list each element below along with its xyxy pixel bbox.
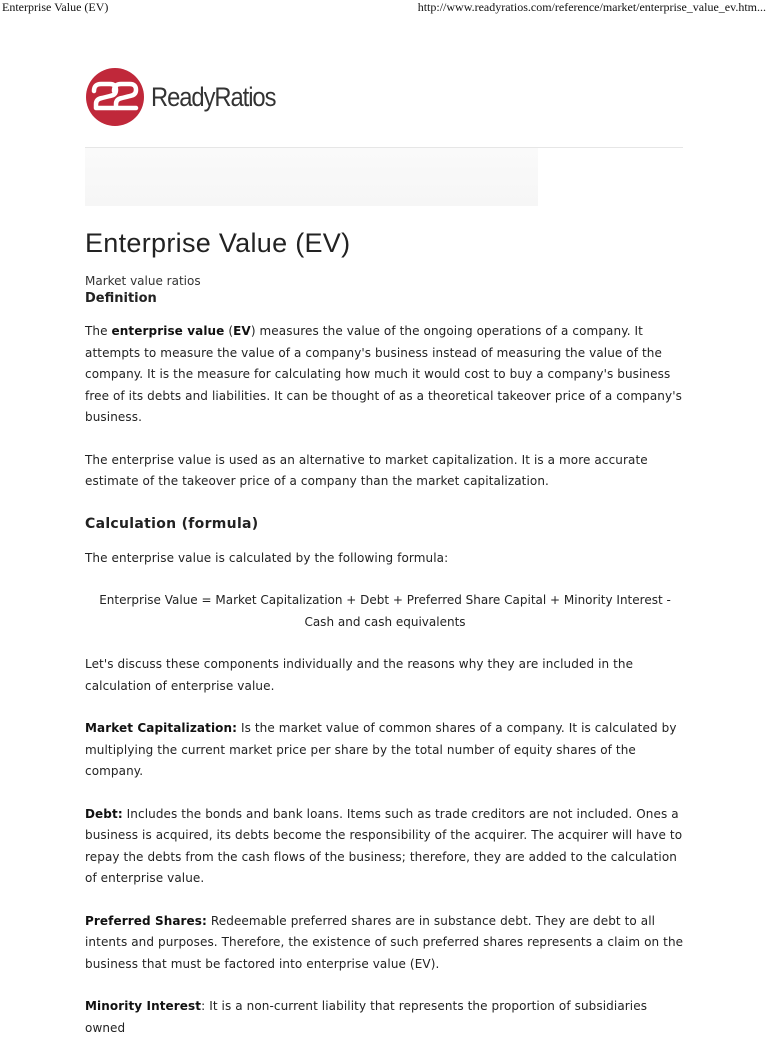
text-run: The — [85, 324, 112, 338]
term-paragraph — [85, 996, 685, 1039]
readyratios-logo[interactable] — [85, 67, 292, 127]
print-header — [0, 0, 768, 16]
text-run: ( — [224, 324, 234, 338]
article — [85, 225, 685, 1060]
term-label: Minority Interest — [85, 999, 202, 1013]
logo-icon — [85, 67, 145, 127]
term-paragraph — [85, 804, 685, 890]
calculation-heading: Calculation (formula) — [85, 515, 259, 532]
term-label: Preferred Shares: — [85, 913, 207, 928]
text-run: ) measures the value of the ongoing operations of a company. It attempts to measure the value of a company's business instead of measuring the value of the company. It is the measure for calculating how much it would cost to buy a company's business free of its debts and liabilities. It can be thought of as a theoretical takeover price of a company's business. — [85, 324, 682, 424]
term-text: Redeemable preferred shares are in substance debt. They are debt to all intents and purposes. Therefore, the existence of such preferred shares represents a claim on the business that must be factored into enterprise value (EV). — [85, 913, 684, 971]
formula: Enterprise Value = Market Capitalization + Debt + Preferred Share Capital + Minority Interest - Cash and cash equivalents — [99, 593, 671, 629]
alternative-paragraph: The enterprise value is used as an alternative to market capitalization. It is a more accurate estimate of the takeover price of a company than the market capitalization. — [85, 452, 648, 488]
term-text: Includes the bonds and bank loans. Items such as trade creditors are not included. Ones a business is acquired, its debts become the responsibility of the acquirer. The acquirer will have to repay the debts from the cash flows of the business; therefore, they are added to the calculation of enterprise value. — [85, 806, 683, 885]
print-header-url: http://www.readyratios.com/reference/market/enterprise_value_ev.htm... — [417, 0, 766, 14]
term-text: : It is a non-current liability that represents the proportion of subsidiaries owned — [85, 999, 648, 1035]
definition-paragraph — [85, 321, 685, 429]
term-enterprise-value: enterprise value — [111, 324, 225, 338]
term-text: Is the market value of common shares of a company. It is calculated by multiplying the current market price per share by the total number of equity shares of the company. — [85, 721, 677, 778]
term-ev: EV — [233, 324, 251, 338]
term-label: Debt: — [85, 806, 123, 821]
term-label: Market Capitalization: — [85, 721, 238, 735]
formula-intro: The enterprise value is calculated by the following formula: — [85, 550, 449, 565]
term-paragraph — [85, 718, 685, 783]
ad-banner-area — [85, 148, 538, 206]
print-header-title: Enterprise Value (EV) — [2, 0, 109, 14]
page-title: Enterprise Value (EV) — [85, 228, 351, 258]
term-paragraph — [85, 911, 685, 976]
category-link[interactable]: Market value ratios — [85, 274, 201, 288]
definition-heading: Definition — [85, 291, 157, 306]
components-intro: Let's discuss these components individually and the reasons why they are included in the calculation of enterprise value. — [85, 657, 634, 693]
logo-wordmark: ReadyRatios — [151, 81, 276, 112]
